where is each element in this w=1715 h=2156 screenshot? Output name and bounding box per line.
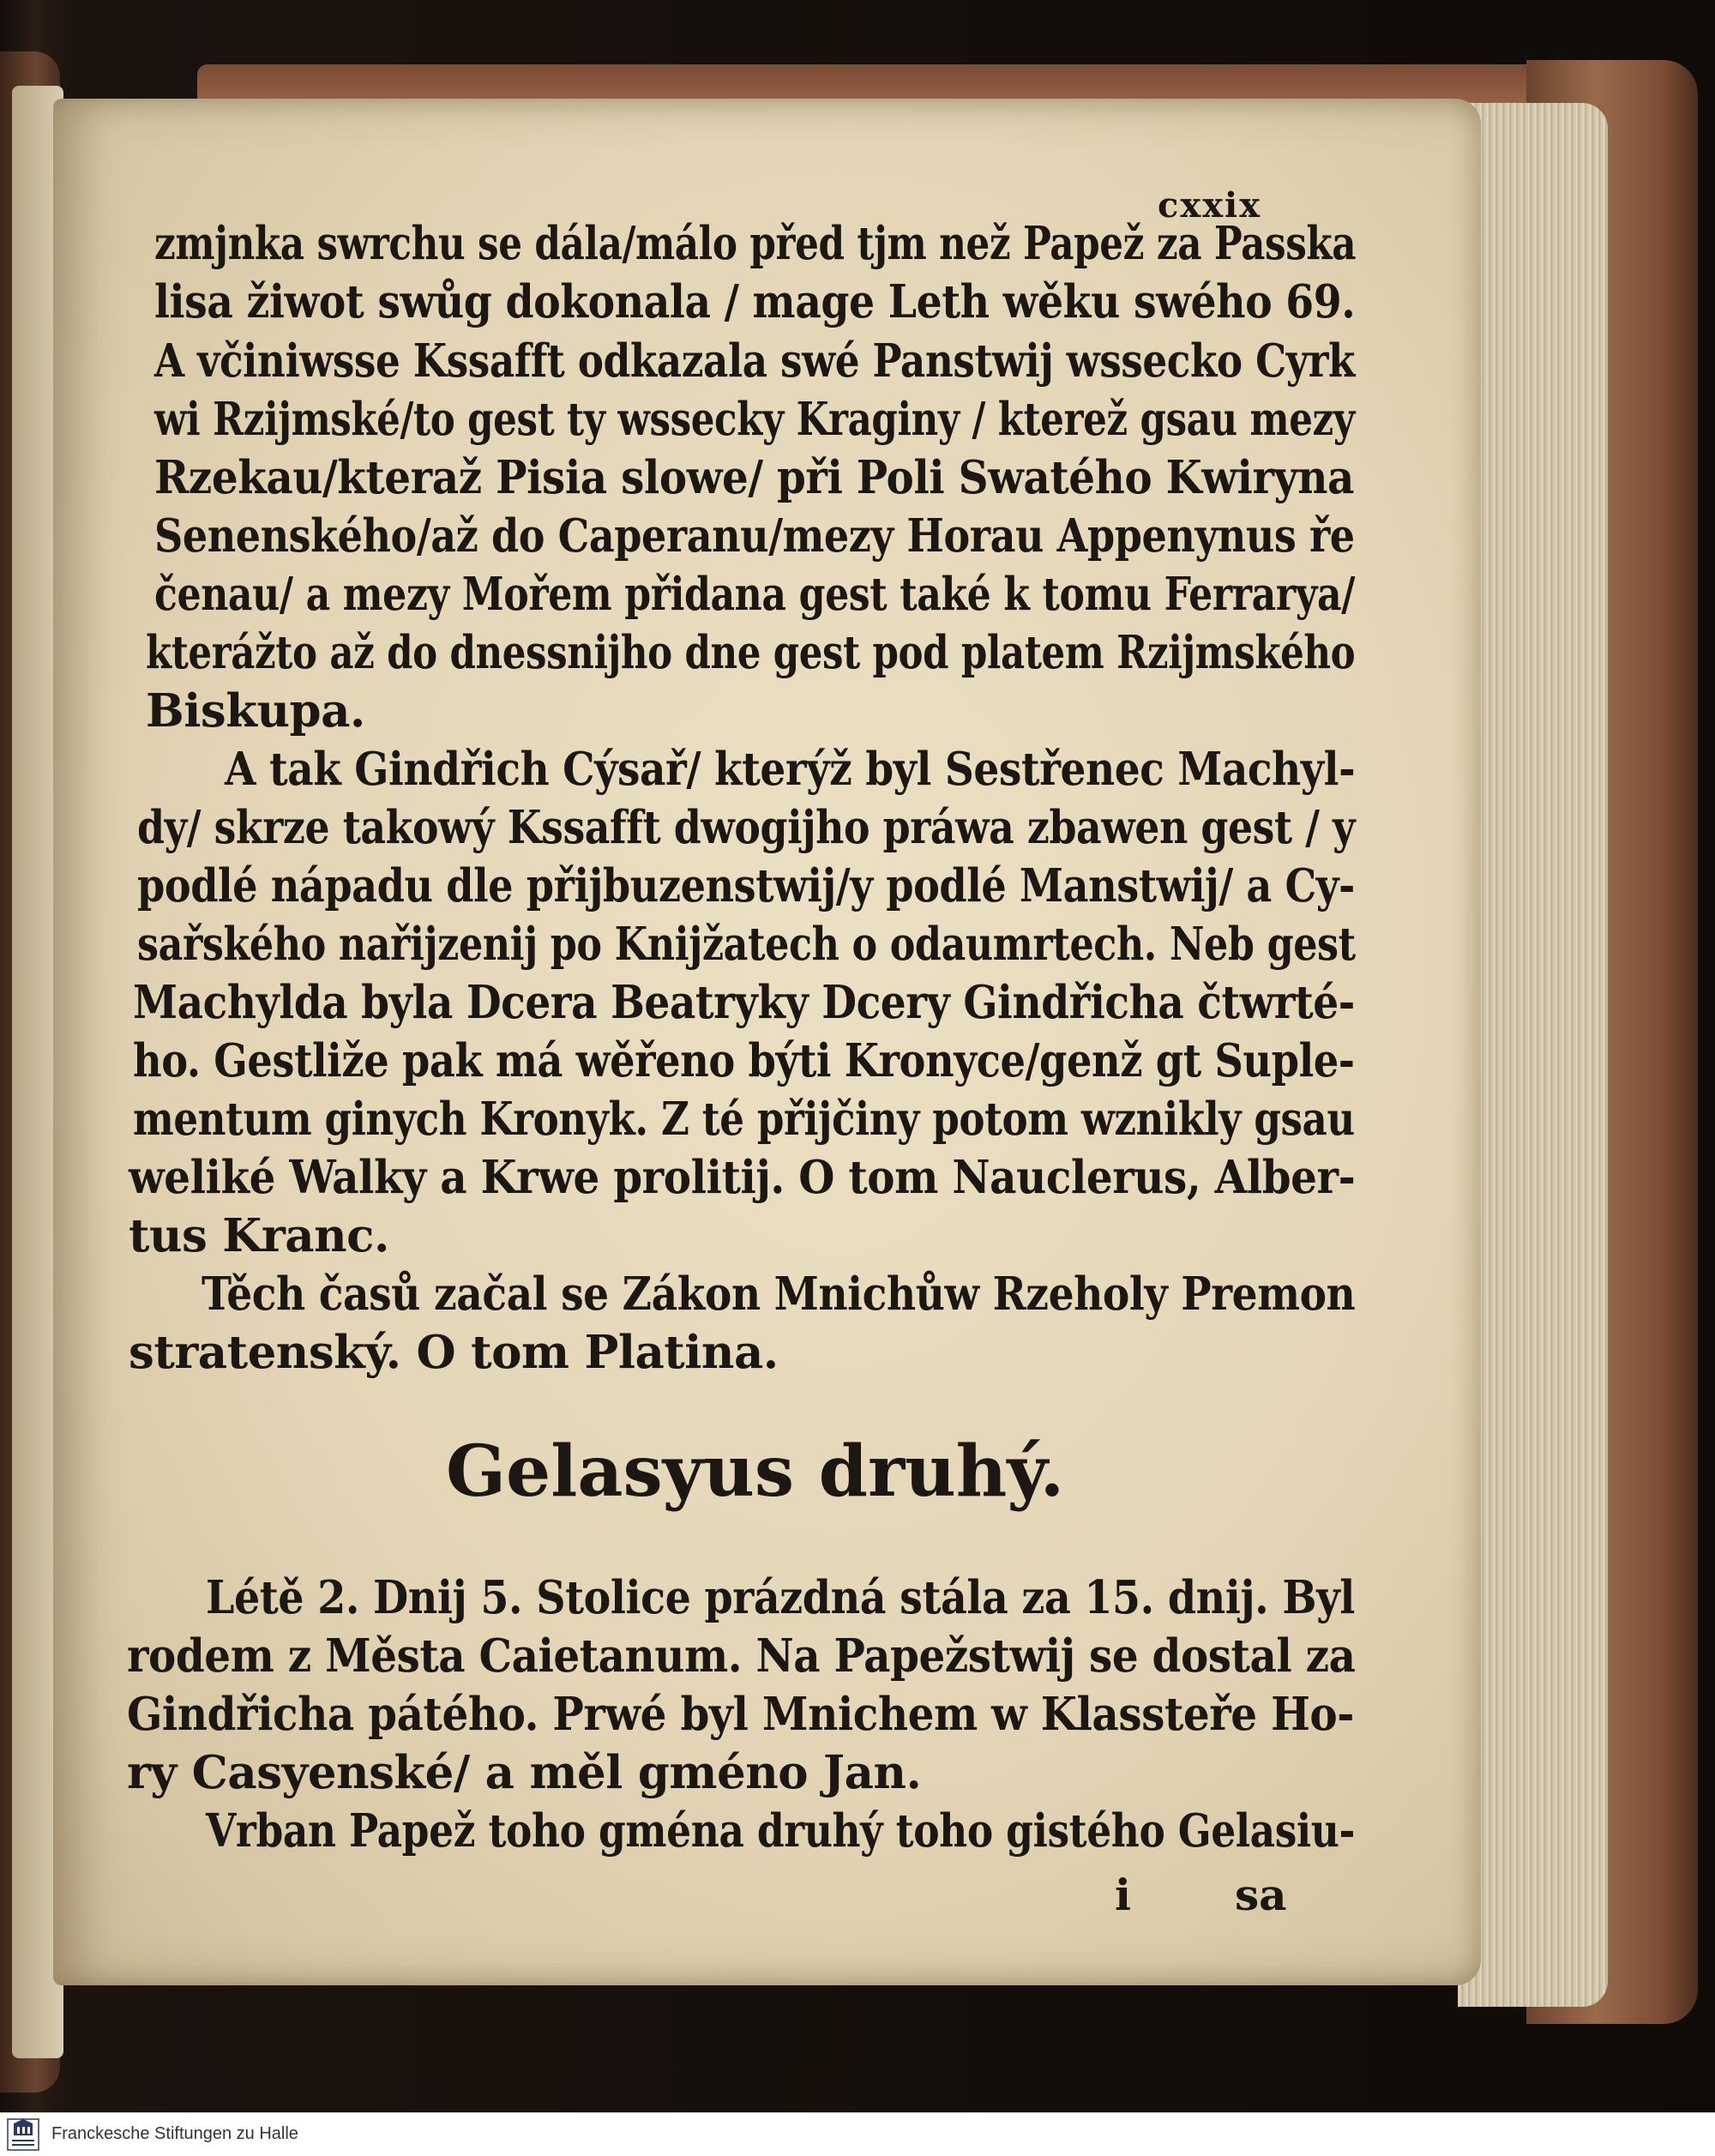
text-line: stratenský. O tom Platina. — [129, 1326, 779, 1379]
section-heading: Gelasyus druhý. — [446, 1430, 1065, 1513]
text-line: Létě 2. Dnij 5. Stolice prázdná stála za 15. dnij. Byl — [206, 1571, 1355, 1624]
catchword: sa — [1235, 1870, 1287, 1920]
text-line: weliké Walky a Krwe prolitij. O tom Nauclerus, Alber- — [129, 1151, 1356, 1204]
text-line: sařského nařijzenij po Knijžatech o odaumrtech. Neb gest — [137, 918, 1356, 971]
text-line: zmjnka swrchu se dála/málo před tjm než Papež za Passka — [154, 217, 1357, 270]
text-line: Gindřicha pátého. Prwé byl Mnichem w Klassteře Ho- — [127, 1688, 1354, 1741]
text-line: Machylda byla Dcera Beatryky Dcery Gindřicha čtwrté- — [133, 976, 1355, 1029]
text-line: lisa žiwot swůg dokonala / mage Leth wěku swého 69. — [154, 275, 1356, 328]
footer-bar — [0, 2112, 1715, 2156]
text-line: dy/ skrze takowý Kssafft dwogijho práwa zbawen gest / y — [137, 801, 1356, 854]
text-line: rodem z Města Caietanum. Na Papežstwij se dostal za — [127, 1629, 1356, 1683]
institution-logo-icon — [7, 2118, 39, 2151]
text-line: Těch časů začal se Zákon Mnichůw Rzeholy Premon — [202, 1268, 1356, 1321]
text-line: A tak Gindřich Cýsař/ kterýž byl Sestřenec Machyl- — [225, 743, 1356, 796]
text-line: kterážto až do dnessnijho dne gest pod platem Rzijmského — [146, 626, 1356, 679]
folio-number: cxxix — [1158, 185, 1262, 226]
text-line: tus Kranc. — [129, 1209, 389, 1262]
text-line: Rzekau/kteraž Pisia slowe/ při Poli Swatého Kwiryna — [154, 451, 1354, 504]
text-line: čenau/ a mezy Mořem přidana gest také k tomu Ferrarya/ — [154, 568, 1355, 621]
institution-name: Franckesche Stiftungen zu Halle — [51, 2124, 298, 2143]
text-line: wi Rzijmské/to gest ty wssecky Kraginy / kterež gsau mezy — [154, 393, 1355, 446]
text-line: ho. Gestliže pak má wěřeno býti Kronyce/genž gt Suple- — [133, 1034, 1355, 1087]
text-line: mentum ginych Kronyk. Z té přijčiny potom wznikly gsau — [133, 1093, 1355, 1146]
text-line: Biskupa. — [146, 684, 365, 738]
text-line: Senenského/až do Caperanu/mezy Horau Appenynus ře — [154, 509, 1355, 563]
text-line: Vrban Papež toho gména druhý toho gistého Gelasiu- — [206, 1804, 1355, 1858]
signature-mark: i — [1115, 1870, 1131, 1920]
text-line: ry Casyenské/ a měl gméno Jan. — [127, 1746, 922, 1799]
text-line: A včiniwsse Kssafft odkazala swé Panstwij wssecko Cyrk — [154, 334, 1356, 388]
text-line: podlé nápadu dle přijbuzenstwij/y podlé Manstwij/ a Cy- — [137, 859, 1355, 912]
